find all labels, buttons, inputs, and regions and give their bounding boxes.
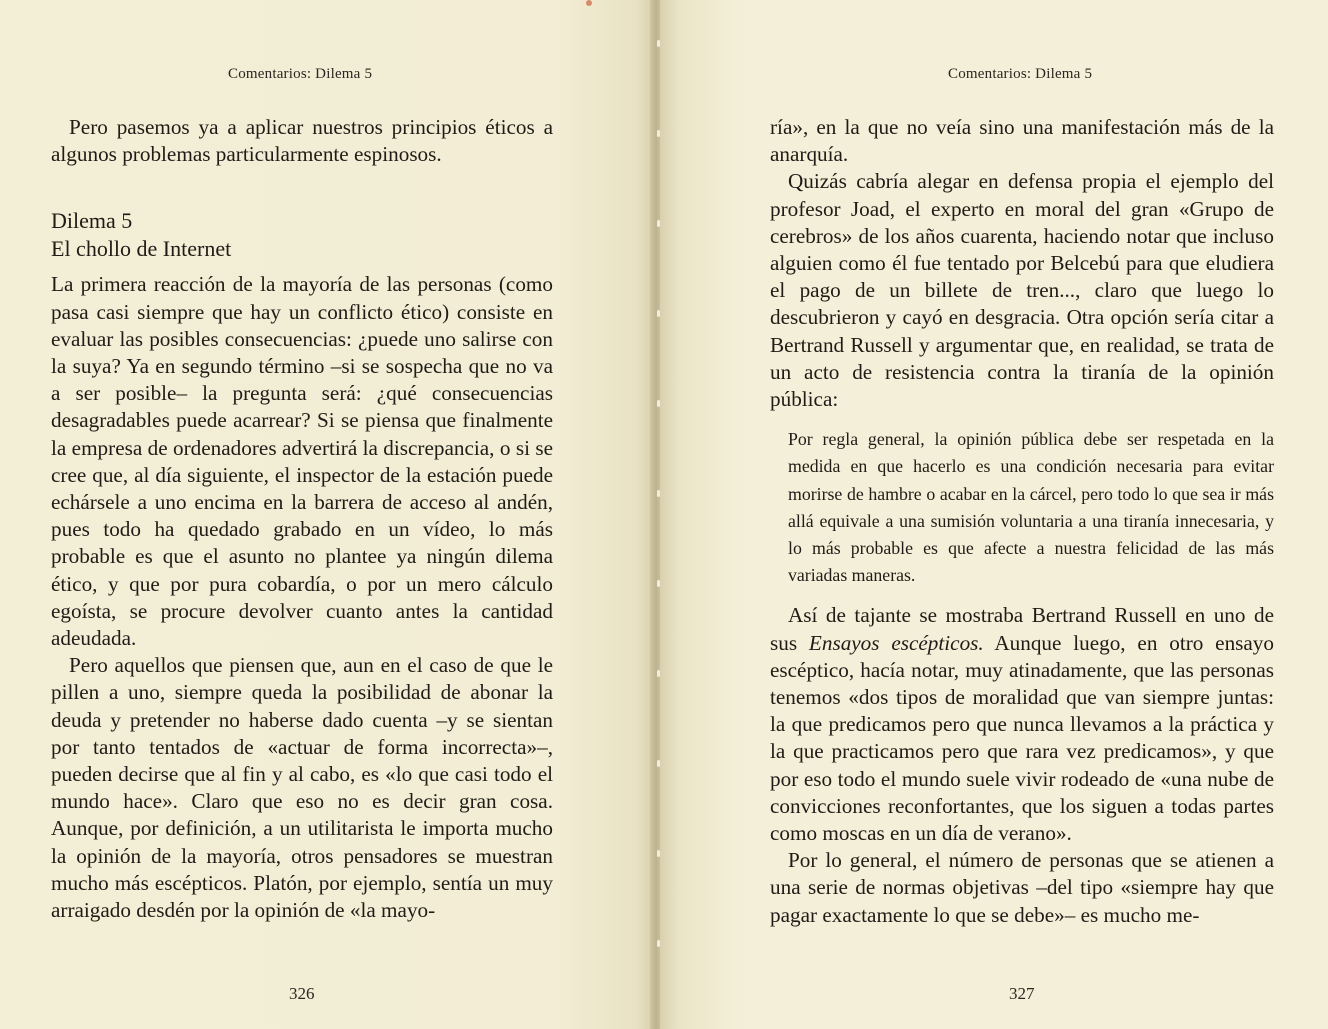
- left-running-head: Comentarios: Dilema 5: [228, 66, 373, 82]
- left-paragraph-1: Pero pasemos ya a aplicar nuestros principios éticos a algunos problemas particularmente espinosos.: [51, 115, 553, 167]
- left-paragraph-3: Pero aquellos que piensen que, aun en el caso de que le pillen a uno, siempre queda la posibilidad de abonar la deuda y pretender no haberse dado cuenta –y se sientan por tanto tentados de «actuar de forma incorrecta»–, pueden decirse que al fin y al cabo, es «lo que casi todo el mundo hace». Claro que eso no es decir gran cosa. Aunque, por definición, a un utilitarista le importa mucho la opinión de la mayoría, otros pensadores se muestran mucho más escépticos. Platón, por ejemplo, sentía un muy arraigado desdén por la opinión de «la mayo-: [51, 653, 553, 923]
- right-running-head: Comentarios: Dilema 5: [948, 66, 1093, 82]
- left-page: [0, 0, 655, 1029]
- left-paragraph-2: La primera reacción de la mayoría de las personas (como pasa casi siempre que hay un conflicto ético) consiste en evaluar las posibles consecuencias: ¿puede uno salirse con la suya? Ya en segundo término –si se sospecha que no va a ser posible– la pregunta será: ¿qué consecuencias desagradables puede acarrear? Si se piensa que finalmente la empresa de ordenadores advertirá la discrepancia, o si se cree que, al día siguiente, el inspector de la estación puede echársele a uno encima en la barrera de acceso al andén, pues todo ha quedado grabado en un vídeo, lo más probable es que el asunto no plantee ya ningún dilema ético, y que por pura cobardía, o por un mero cálculo egoísta, se procure devolver cuanto antes la cantidad adeudada.: [51, 272, 553, 651]
- dilemma-number: Dilema 5: [51, 208, 133, 234]
- right-paragraph-2: Quizás cabría alegar en defensa propia el ejemplo del profesor Joad, el experto en moral del gran «Grupo de cerebros» de los años cuarenta, haciendo notar que incluso alguien como él fue tentado por Belcebú para que eludiera el pago de un billete de tren..., claro que luego lo descubrieron y cayó en desgracia. Otra opción sería citar a Bertrand Russell y argumentar que, en realidad, se trata de un acto de resistencia contra la tiranía de la opinión pública:: [770, 169, 1274, 412]
- right-paragraph-3: [770, 602, 1274, 847]
- right-paragraph-1: ría», en la que no veía sino una manifestación más de la anarquía.: [770, 115, 1274, 167]
- right-page-number: 327: [1009, 984, 1035, 1003]
- dilemma-title: El chollo de Internet: [51, 235, 232, 261]
- book-title-italic: Ensayos escépticos.: [808, 630, 984, 655]
- right-paragraph-3-start: Así de tajante se mostraba Bertrand Russell en uno de sus: [770, 603, 1274, 655]
- top-edge-mark: [586, 0, 592, 6]
- right-paragraph-4: Por lo general, el número de personas que se atienen a una serie de normas objetivas –del tipo «siempre hay que pagar exactamente lo que se debe»– es mucho me-: [770, 848, 1274, 927]
- right-page-body: [770, 114, 1274, 929]
- right-page: [660, 0, 1328, 1029]
- dilemma-heading: [51, 207, 553, 262]
- left-page-number: 326: [289, 984, 315, 1003]
- left-page-body: [51, 114, 553, 924]
- right-paragraph-3-end: Aunque luego, en otro ensayo escéptico, hacía notar, muy atinadamente, que las personas tenemos «dos tipos de moralidad que van siempre juntas: la que predicamos pero que nunca llevamos a la práctica y la que practicamos pero que rara vez predicamos», y que por eso todo el mundo suele vivir rodeado de «una nube de convicciones reconfortantes, que los siguen a todas partes como moscas en un día de verano».: [770, 630, 1274, 846]
- russell-quote: Por regla general, la opinión pública debe ser respetada en la medida en que hacerlo es una condición necesaria para evitar morirse de hambre o acabar en la cárcel, pero todo lo que sea ir más allá equivale a una sumisión voluntaria a una tiranía innecesaria, y lo más probable es que afecte a nuestra felicidad de las más variadas maneras.: [788, 429, 1274, 586]
